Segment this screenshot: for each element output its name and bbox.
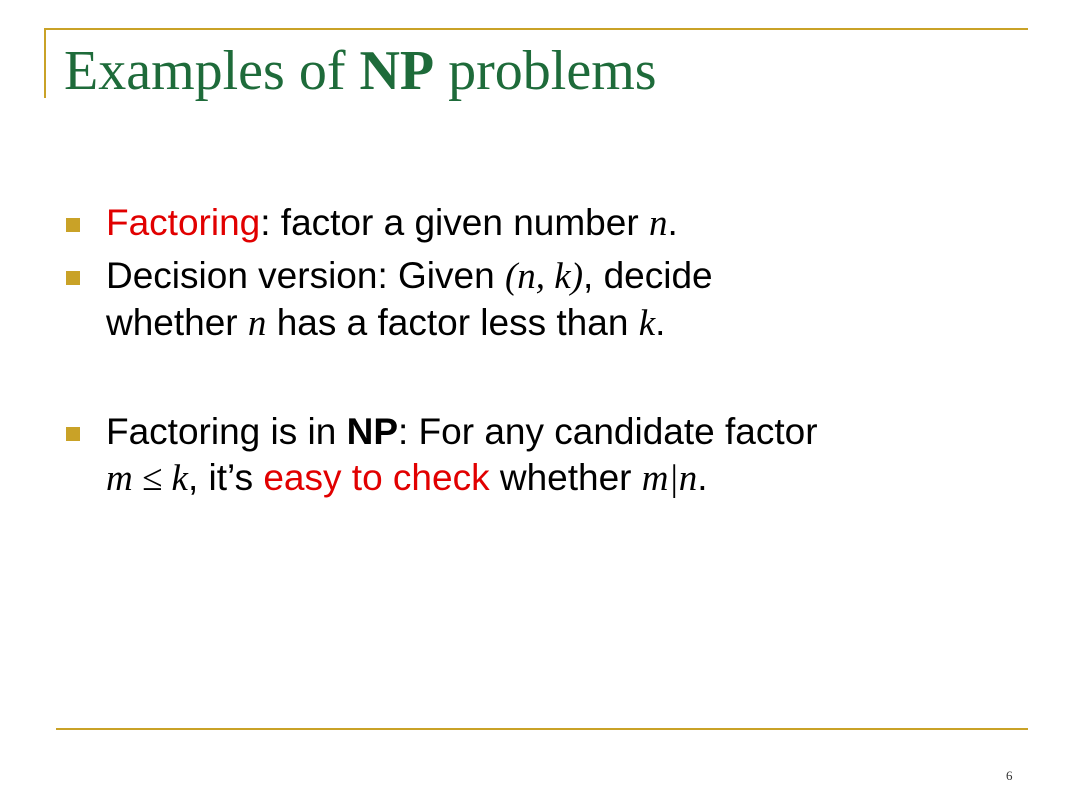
math-k: k — [638, 303, 656, 344]
bullet-square-icon — [66, 218, 80, 232]
bullet-text: has a factor less than — [266, 302, 639, 343]
bullet-end: . — [697, 457, 708, 498]
bullet-text: , it’s — [187, 457, 264, 498]
bullet-square-icon — [66, 427, 80, 441]
bullet-text: , decide — [583, 255, 713, 296]
bullet-text: whether — [106, 302, 248, 343]
bullet-text: Factoring is in — [106, 411, 347, 452]
bullet-end: . — [667, 202, 678, 243]
bullet-list — [64, 200, 1004, 508]
math-n: n — [247, 303, 267, 344]
bullet-square-icon — [66, 271, 80, 285]
factoring-term: Factoring — [106, 202, 261, 243]
np-term: NP — [346, 411, 398, 452]
easy-to-check-term: easy to check — [263, 457, 490, 498]
page-number: 6 — [1006, 768, 1013, 783]
math-pair: (n, k) — [504, 256, 584, 297]
title-bold: NP — [359, 40, 435, 102]
bullet-text: : factor a given number — [260, 202, 649, 243]
math-divides: m|n — [641, 458, 698, 499]
footer-rule — [56, 728, 1028, 730]
slide-title — [64, 38, 657, 105]
math-condition: m ≤ k — [106, 458, 188, 499]
title-prefix: Examples of — [64, 40, 360, 102]
math-n: n — [648, 203, 668, 244]
bullet-item-factoring-in-np — [64, 409, 1004, 502]
bullet-item-factoring — [64, 200, 1004, 247]
title-suffix: problems — [434, 40, 657, 102]
title-frame-top-line — [44, 28, 1028, 30]
bullet-end: . — [655, 302, 666, 343]
bullet-text: whether — [489, 457, 642, 498]
bullet-item-decision-version — [64, 253, 1004, 347]
title-frame-left-line — [44, 28, 46, 98]
bullet-text: : For any candidate factor — [398, 411, 818, 452]
bullet-text: Decision version: Given — [106, 255, 505, 296]
